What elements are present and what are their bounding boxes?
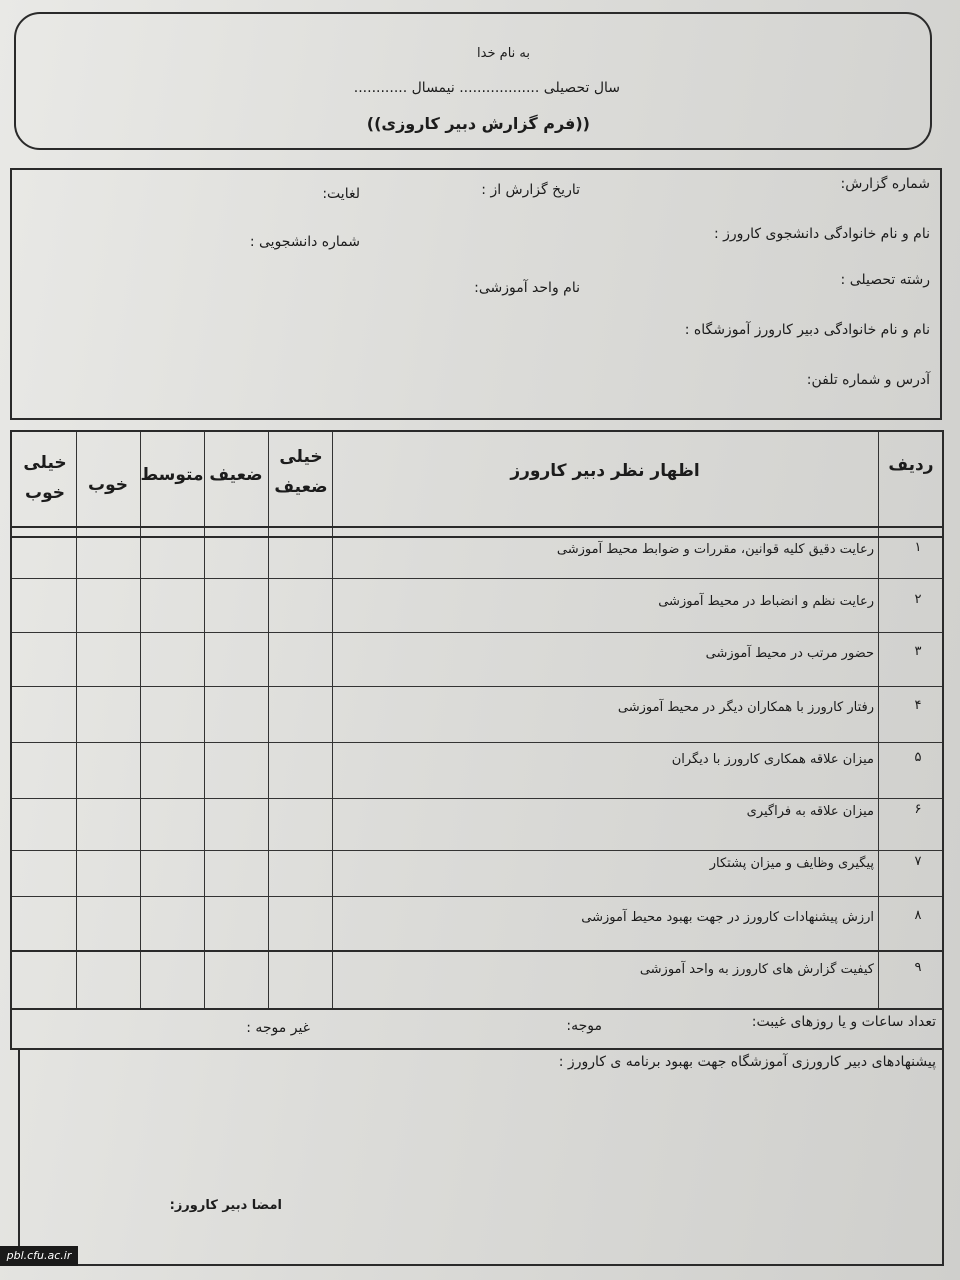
row-text: میزان علاقه به فراگیری (746, 804, 874, 819)
column-divider (268, 432, 269, 1008)
row-text: ارزش پیشنهادات کارورز در جهت بهبود محیط آموزشی (581, 910, 874, 925)
column-header-average: متوسط (140, 465, 204, 485)
column-header-opinion: اظهار نظر دبیر کارورز (510, 461, 700, 481)
column-divider (76, 432, 77, 1008)
row-number: ۶ (914, 802, 922, 817)
report-date-from-field: تاریخ گزارش از : (481, 182, 580, 198)
row-divider (12, 798, 942, 799)
row-number: ۹ (914, 960, 922, 975)
row-divider (12, 578, 942, 579)
address-phone-field: آدرس و شماره تلفن: (806, 372, 930, 388)
column-header-weak: ضعیف (209, 465, 263, 485)
row-number: ۸ (914, 908, 922, 923)
row-text: رعایت دقیق کلیه قوانین، مقررات و ضوابط محیط آموزشی (556, 542, 874, 557)
row-divider (12, 742, 942, 743)
column-divider (140, 432, 141, 1008)
basmala: به نام خدا (477, 46, 530, 61)
column-divider (332, 432, 333, 1008)
row-number: ۵ (914, 750, 922, 765)
form-title: ((فرم گزارش دبیر کاروزی)) (366, 114, 590, 133)
student-name-field: نام و نام خانوادگی دانشجوی کارورز : (713, 226, 930, 242)
student-info-box (10, 168, 942, 420)
suggestions-box (18, 1048, 944, 1266)
signature-label: امضا دبیر کارورز: (169, 1198, 282, 1213)
row-text: رفتار کارورز با همکاران دیگر در محیط آموزشی (617, 700, 874, 715)
watermark: pbl.cfu.ac.ir (0, 1246, 78, 1266)
row-divider (12, 632, 942, 633)
table-bottom-divider (12, 1008, 942, 1010)
column-divider (878, 432, 879, 1008)
student-id-field: شماره دانشجویی : (249, 234, 360, 250)
row-text: رعایت نظم و انضباط در محیط آموزشی (658, 594, 874, 609)
column-header-very-good: خیلی خوب (23, 453, 67, 503)
row-number: ۴ (914, 698, 922, 713)
row-divider (12, 896, 942, 897)
header-box (14, 12, 932, 150)
academic-year-line: سال تحصیلی .................. نیمسال ............ (353, 80, 620, 96)
absence-justified: موجه: (566, 1018, 602, 1034)
column-header-good: خوب (88, 475, 128, 495)
column-header-row: ردیف (888, 455, 934, 475)
absence-unjustified: غیر موجه : (246, 1020, 310, 1036)
row-divider (12, 686, 942, 687)
row-text: کیفیت گزارش های کارورز به واحد آموزشی (639, 962, 874, 977)
row-number: ۱ (914, 540, 922, 555)
row-text: میزان علاقه همکاری کارورز با دیگران (671, 752, 874, 767)
suggestions-label: پیشنهادهای دبیر کارورزی آموزشگاه جهت بهبود برنامه ی کارورز : (558, 1054, 936, 1070)
row-number: ۷ (914, 854, 922, 869)
row-text: حضور مرتب در محیط آموزشی (705, 646, 874, 661)
teacher-name-field: نام و نام خانوادگی دبیر کارورز آموزشگاه : (684, 322, 930, 338)
header-divider (12, 526, 942, 528)
report-number-field: شماره گزارش: (840, 176, 930, 192)
unit-name-field: نام واحد آموزشی: (474, 280, 580, 296)
absence-label: تعداد ساعات و یا روزهای غیبت: (751, 1014, 936, 1030)
column-divider (204, 432, 205, 1008)
row-divider (12, 850, 942, 851)
column-header-very-weak: خیلی ضعیف (274, 447, 328, 497)
evaluation-table (10, 430, 944, 1050)
header-divider (12, 536, 942, 538)
row-divider (12, 950, 942, 952)
row-number: ۲ (914, 592, 922, 607)
row-text: پیگیری وظایف و میزان پشتکار (709, 856, 874, 871)
report-date-to-field: لغایت: (322, 186, 360, 202)
field-of-study-field: رشته تحصیلی : (840, 272, 930, 288)
row-number: ۳ (914, 644, 922, 659)
